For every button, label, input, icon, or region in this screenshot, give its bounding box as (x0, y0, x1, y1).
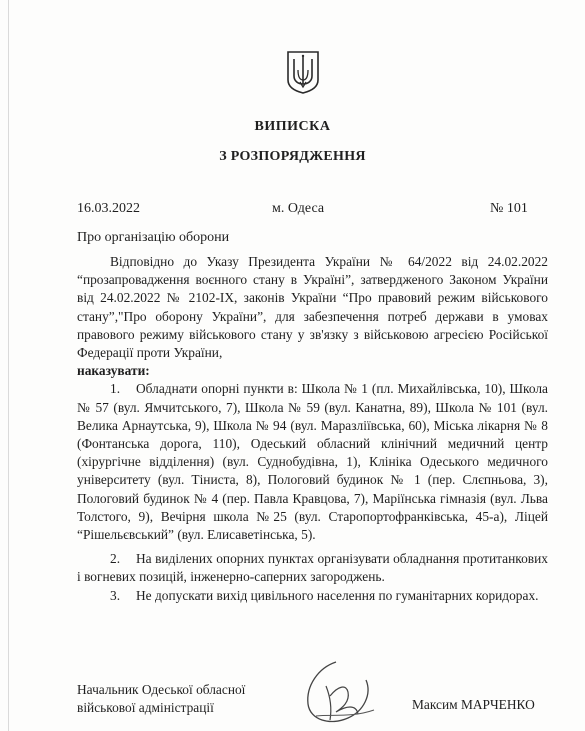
handwritten-signature-icon (296, 656, 380, 731)
order-item-number: 1. (110, 381, 121, 397)
order-item-text: Обладнати опорні пункти в: Школа № 1 (пл. Михайлівська, 10), Школа № 57 (вул. Ямчитського, 7), Школа № 59 (вул. Канатна, 89), Школа № 101 (вул. Велика Арнаутська, 9), Школа № 94 (вул. Маразліївська, 60), Міська лікарня № 8 (Фонтанська дорога, 110), Одеський обласний клінічний медичний центр (хірургічне відділення) (вул. Суднобудівна, 1), Клініка Одеського медичного університету (вул. Тіниста, 8), Пологовий будинок № 1 (пер. Слєпньова, 3), Пологовий будинок № 4 (пер. Павла Кравцова, 7), Маріїнська гімназія (вул. Льва Толстого, 9), Вечірня школа №25 (вул. Старопортофранківська, 45-а), Ліцей “Рішельєвський” (вул. Елисаветінська, 5). (77, 381, 548, 543)
order-item-text: Не допускати вихід цивільного населення по гуманітарних коридорах. (136, 587, 539, 603)
order-item (77, 587, 548, 605)
signer-position (77, 681, 245, 717)
order-verb: наказувати: (77, 363, 150, 379)
document-subtitle: З РОЗПОРЯДЖЕННЯ (219, 149, 366, 164)
document-body (77, 253, 548, 605)
order-item-number: 2. (110, 551, 121, 567)
signer-position-line: військової адміністрації (77, 700, 214, 715)
coat-of-arms-icon (286, 50, 320, 94)
document-city: м. Одеса (272, 201, 325, 216)
signer-name: Максим МАРЧЕНКО (412, 697, 535, 712)
document-subject: Про організацію оборони (77, 230, 230, 245)
document-title: ВИПИСКА (254, 119, 331, 134)
order-item (77, 550, 548, 586)
intro-paragraph: Відповідно до Указу Президента України № 64/2022 від 24.02.2022 “прозапровадження воєнного стану в Україні”, затвердженого Законом України від 24.02.2022 № 2102-IX, законів України “Про правовий режим військового стану”,"Про оборону України”, для забезпечення потреб держави в умовах правового режиму військового стану у зв'язку з військовою агресією Російської Федерації проти України, (77, 254, 548, 361)
order-item-number: 3. (110, 587, 121, 603)
page-edge (8, 0, 9, 731)
order-item-text: На виділених опорних пунктах організувати обладнання протитанкових і вогневих позицій, інженерно-саперних загороджень. (77, 551, 548, 585)
order-item (77, 380, 548, 544)
document-number: № 101 (490, 201, 528, 216)
document-date: 16.03.2022 (77, 201, 140, 216)
signer-position-line: Начальник Одеської обласної (77, 682, 246, 697)
